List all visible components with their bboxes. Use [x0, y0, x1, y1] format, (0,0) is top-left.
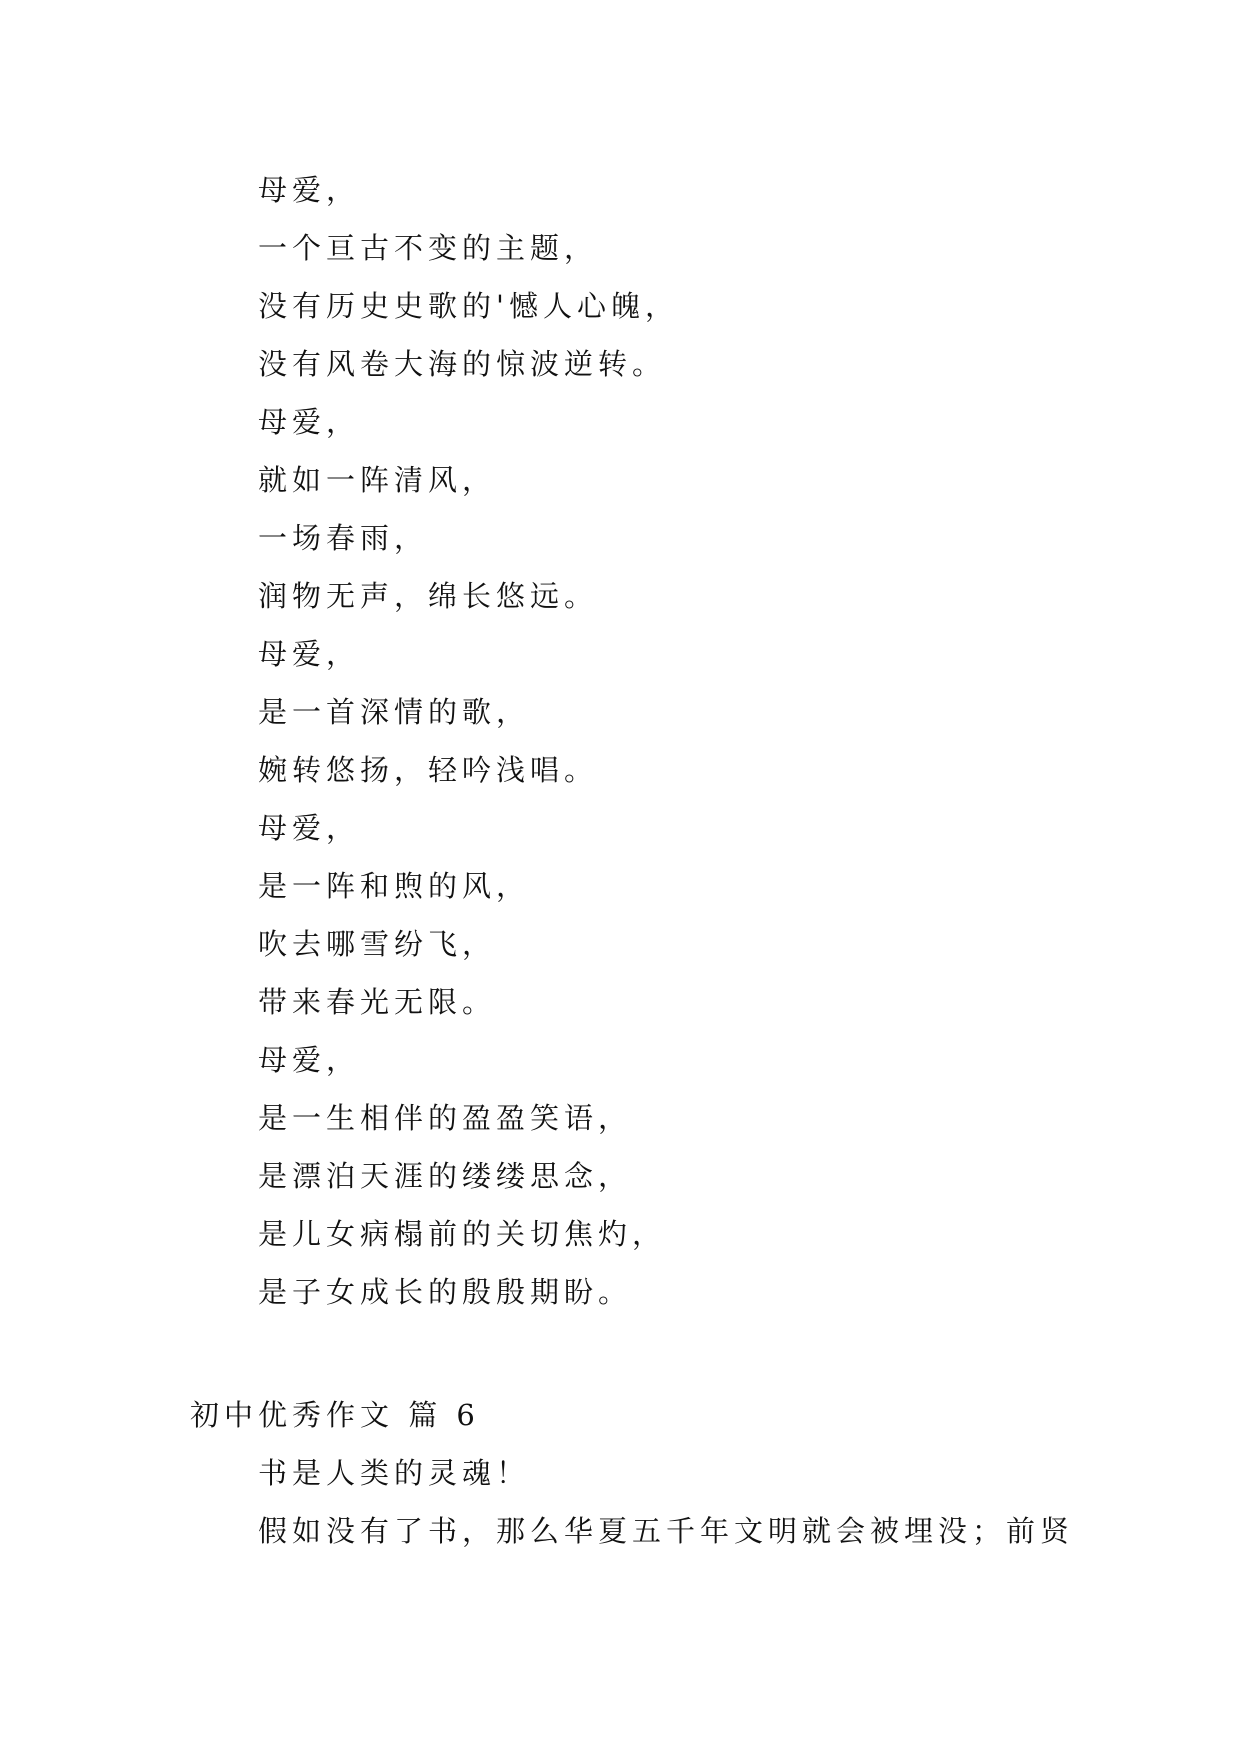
poem-line: 没有风卷大海的惊波逆转。	[258, 347, 667, 381]
essay-body	[258, 1444, 1074, 1560]
poem-line: 母爱，	[258, 811, 361, 845]
poem-line: 吹去哪雪纷飞，	[258, 927, 497, 961]
essay-line: 假如没有了书，那么华夏五千年文明就会被埋没；前贤	[258, 1514, 1075, 1548]
section-heading: 初中优秀作文 篇 6	[190, 1398, 480, 1432]
poem-line: 是漂泊天涯的缕缕思念，	[258, 1159, 633, 1193]
poem-line: 是一首深情的歌，	[258, 695, 531, 729]
poem	[258, 161, 679, 1321]
essay-line: 书是人类的灵魂！	[258, 1456, 531, 1490]
poem-line: 是一生相伴的盈盈笑语，	[258, 1101, 633, 1135]
poem-line: 一场春雨，	[258, 521, 429, 555]
poem-line: 一个亘古不变的主题，	[258, 231, 599, 265]
poem-line: 带来春光无限。	[258, 985, 497, 1019]
poem-line: 是子女成长的殷殷期盼。	[258, 1275, 633, 1309]
poem-line: 婉转悠扬，轻吟浅唱。	[258, 753, 599, 787]
poem-line: 润物无声，绵长悠远。	[258, 579, 599, 613]
poem-line: 母爱，	[258, 405, 361, 439]
poem-line: 是一阵和煦的风，	[258, 869, 531, 903]
poem-line: 就如一阵清风，	[258, 463, 497, 497]
poem-line: 母爱，	[258, 1043, 361, 1077]
poem-line: 母爱，	[258, 637, 361, 671]
poem-line: 是儿女病榻前的关切焦灼，	[258, 1217, 667, 1251]
poem-line: 母爱，	[258, 173, 361, 207]
poem-line: 没有历史史歌的'憾人心魄，	[258, 289, 679, 323]
